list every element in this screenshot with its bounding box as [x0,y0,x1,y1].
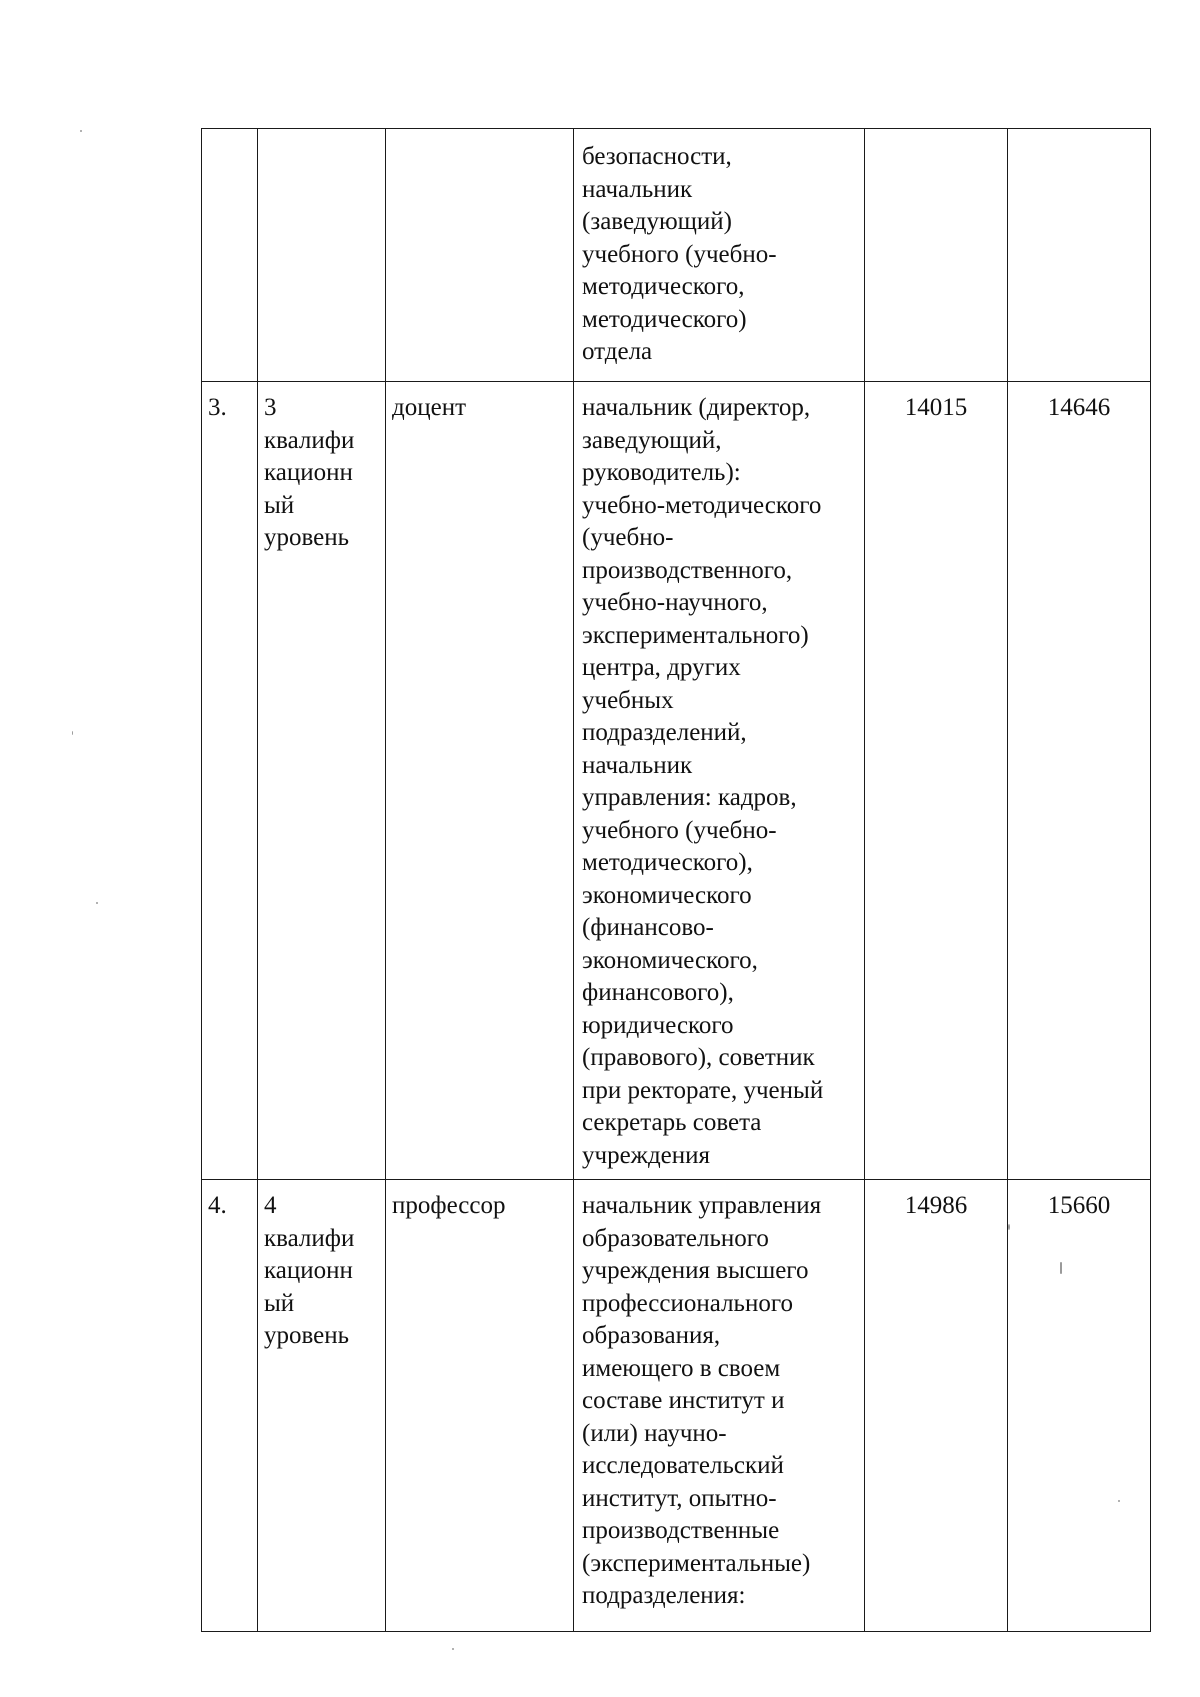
amount-2-cell: 15660 [1008,1180,1151,1632]
table-row [202,382,1151,1180]
description-cell: начальник (директор, заведующий, руководитель): учебно-методического (учебно- производственного, учебно-научного, экспериментального) центра, других учебных подразделений, начальник управления: кадров, учебного (учебно- методического), экономического (финансово- экономического, финансового), юридического (правового), советник при ректорате, ученый секретарь совета учреждения [574,382,865,1180]
position-cell [386,129,574,382]
position-cell: доцент [386,382,574,1180]
scan-speck [80,130,82,132]
row-number-cell: 3. [202,382,258,1180]
table-row [202,1180,1151,1632]
amount-1-cell: 14986 [865,1180,1008,1632]
scan-speck [1060,1262,1062,1274]
row-number-cell [202,129,258,382]
amount-1-cell: 14015 [865,382,1008,1180]
scan-speck [1118,1500,1120,1502]
position-cell: профессор [386,1180,574,1632]
table-row [202,129,1151,382]
amount-2-cell: 14646 [1008,382,1151,1180]
scan-speck [1008,1224,1010,1230]
scan-speck [72,731,73,735]
description-cell: безопасности, начальник (заведующий) учебного (учебно- методического, методического) отдела [574,129,865,382]
qualification-level-cell [258,129,386,382]
salary-table [201,128,1151,1632]
amount-1-cell [865,129,1008,382]
scan-speck [96,902,98,904]
qualification-level-cell: 3 квалифи кационн ый уровень [258,382,386,1180]
row-number-cell: 4. [202,1180,258,1632]
description-cell: начальник управления образовательного учреждения высшего профессионального образования, имеющего в своем составе институт и (или) научно- исследовательский институт, опытно- производственные (экспериментальные) подразделения: [574,1180,865,1632]
scan-speck [452,1648,454,1650]
qualification-level-cell: 4 квалифи кационн ый уровень [258,1180,386,1632]
amount-2-cell [1008,129,1151,382]
